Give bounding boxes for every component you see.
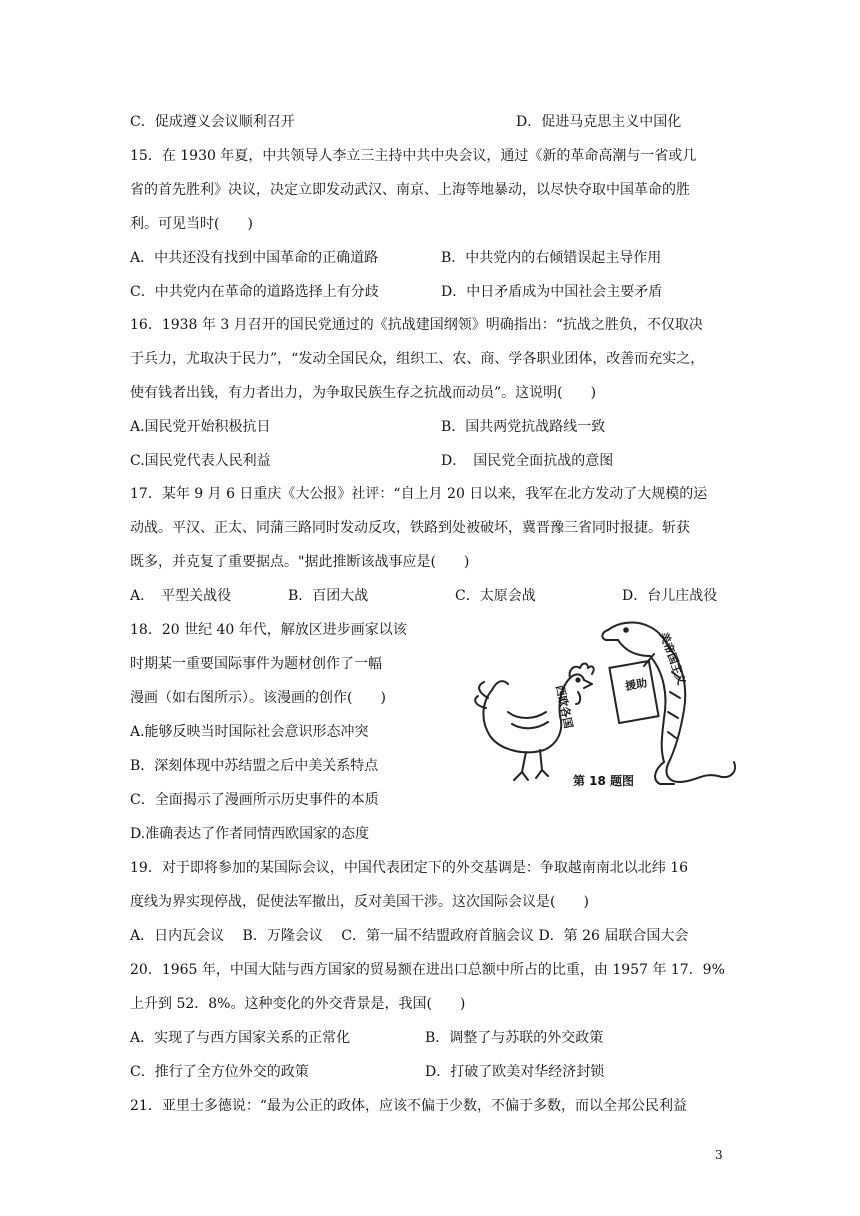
page-number: 3 [715,1148,723,1162]
option-line: D.准确表达了作者同情西欧国家的态度 [130,826,370,842]
option-b: B．调整了与苏联的外交政策 [425,1030,604,1046]
text-line: 既多，并克复了重要据点。"据此推断该战事应是( ) [130,554,470,570]
text-line: 15．在 1930 年夏，中共领导人李立三主持中共中央会议，通过《新的革命高潮与一省或几 [130,148,697,164]
option-c: C．推行了全方位外交的政策 [130,1064,309,1080]
text-line: 时期某一重要国际事件为题材创作了一幅 [130,656,382,672]
option-c: C．中共党内在革命的道路选择上有分歧 [130,284,379,300]
option-b: B．百团大战 [288,588,369,604]
svg-text:西欧各国: 西欧各国 [553,683,575,730]
text-line: 利。可见当时( ) [130,216,253,232]
option-b: B．中共党内的右倾错误起主导作用 [441,250,662,266]
text-line: 18．20 世纪 40 年代，解放区进步画家以该 [130,622,407,638]
text-line: 16．1938 年 3 月召开的国民党通过的《抗战建国纲领》明确指出：“抗战之胜负，不仅取决 [130,317,703,333]
text-line: 动战。平汉、正太、同蒲三路同时发动反攻，铁路到处被破坏，冀晋豫三省同时报捷。斩获 [130,520,690,536]
text-line: 19．对于即将参加的某国际会议，中国代表团定下的外交基调是：争取越南南北以北纬 16 [130,860,689,876]
text-line: 使有钱者出钱，有力者出力，为争取民族生存之抗战而动员”。这说明( ) [130,385,597,401]
option-a: A．实现了与西方国家关系的正常化 [130,1030,351,1046]
text-line: 于兵力，尤取决于民力”，“发动全国民众，组织工、农、商、学各职业团体，改善而充实之， [130,351,705,367]
option-line: A.能够反映当时国际社会意识形态冲突 [130,724,369,740]
option-c: C.国民党代表人民利益 [130,453,271,469]
option-d: D． 国民党全面抗战的意图 [441,453,614,469]
option-a: A．中共还没有找到中国革命的正确道路 [130,250,379,266]
cartoon-figure [468,612,750,794]
option-d: D．促进马克思主义中国化 [516,114,682,130]
option-a: A． 平型关战役 [130,588,232,604]
option-line: C．全面揭示了漫画所示历史事件的本质 [130,792,379,808]
option-b: B．国共两党抗战路线一致 [441,419,606,435]
option-line: A．日内瓦会议 B．万隆会议 C．第一届不结盟政府首脑会议 D．第 26 届联合国大会 [130,928,689,944]
text-line: 度线为界实现停战，促使法军撤出，反对美国干涉。这次国际会议是( ) [130,894,589,910]
text-line: 省的首先胜利》决议，决定立即发动武汉、南京、上海等地暴动，以尽快夺取中国革命的胜 [130,182,690,198]
rooster-drawing [475,664,593,781]
option-d: D．打破了欧美对华经济封锁 [425,1064,605,1080]
text-line: 17．某年 9 月 6 日重庆《大公报》社评：“自上月 20 日以来，我军在北方发动了大规模的运 [130,486,708,502]
svg-text:美帝国主义: 美帝国主义 [657,630,689,687]
text-line: 20．1965 年，中国大陆与西方国家的贸易额在进出口总额中所占的比重，由 1957 年 17．9% [130,962,725,978]
figure-caption: 第 18 题图 [573,774,635,788]
svg-text:援助: 援助 [624,676,649,693]
text-line: 上升到 52．8%。这种变化的外交背景是，我国( ) [130,996,466,1012]
option-c: C．太原会战 [455,588,536,604]
option-c: C．促成遵义会议顺利召开 [130,114,295,130]
text-line: 21．亚里士多德说：“最为公正的政体，应该不偏于少数，不偏于多数，而以全邦公民利益 [130,1098,687,1114]
option-d: D．台儿庄战役 [622,588,718,604]
text-line: 漫画（如右图所示）。该漫画的创作( ) [130,690,386,706]
option-d: D．中日矛盾成为中国社会主要矛盾 [441,284,663,300]
option-a: A.国民党开始积极抗日 [130,419,271,435]
option-line: B．深刻体现中苏结盟之后中美关系特点 [130,758,379,774]
